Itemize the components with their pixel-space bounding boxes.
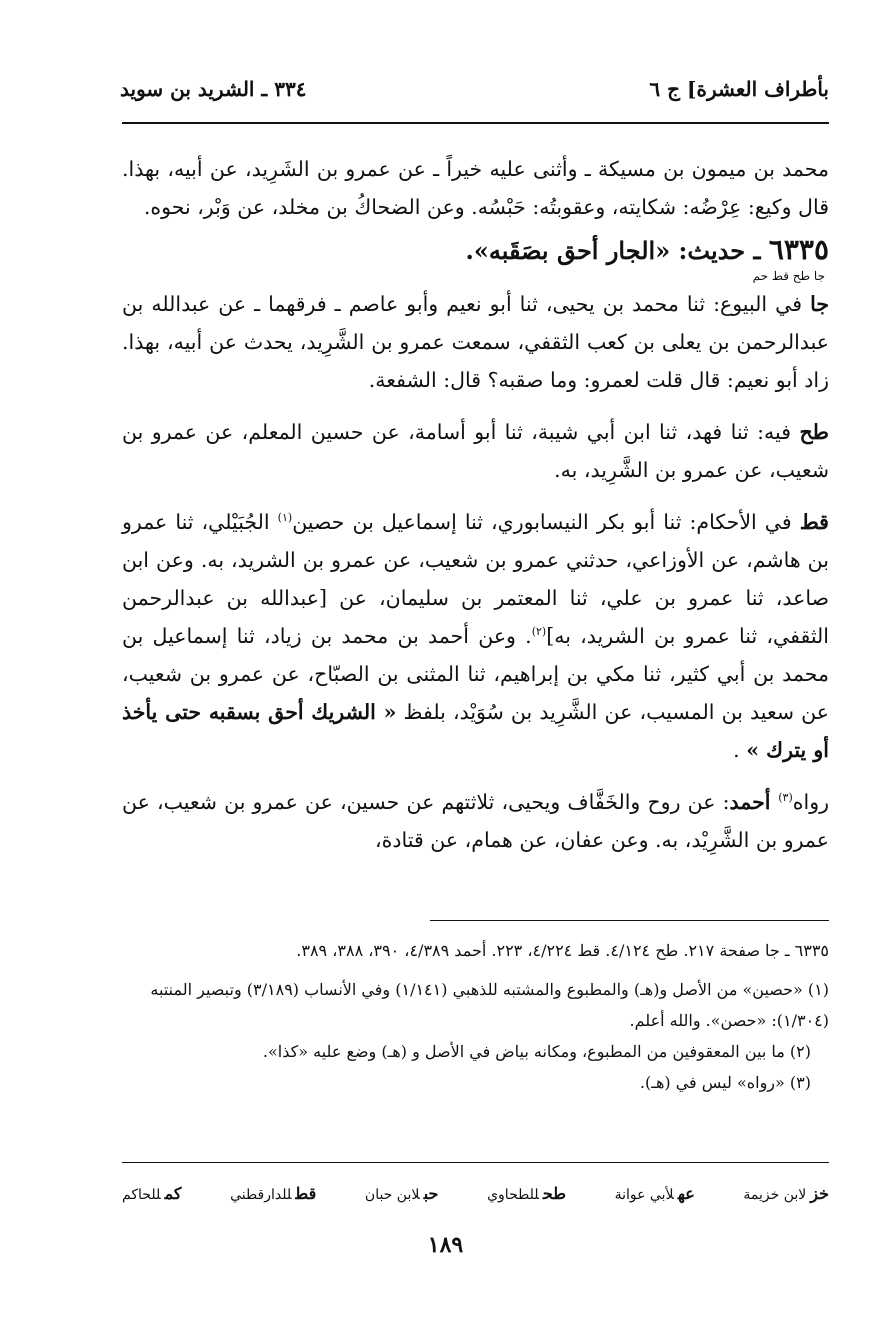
paragraph-ahmad xyxy=(122,783,829,859)
abbreviation-item: خزلابن خزيمة xyxy=(743,1184,829,1203)
hadith-number: ٦٣٣٥ xyxy=(768,233,829,266)
paragraph-qat-text-a: في الأحكام: ثنا أبو بكر النيسابوري، ثنا إسماعيل بن حصين xyxy=(292,510,800,534)
paragraph-ahmad-prefix: رواه xyxy=(792,790,830,814)
header-book-title: بأطراف العشرة] ج ٦ xyxy=(649,77,829,101)
footnote-ref-2: (٢) xyxy=(531,625,547,639)
source-code-ja: جا xyxy=(810,292,829,316)
paragraph-tah-text: فيه: ثنا فهد، ثنا ابن أبي شيبة، ثنا أبو أسامة، عن حسين المعلم، عن عمرو بن شعيب، عن عمرو بن الشَّرِيد، به. xyxy=(122,420,829,482)
footnote-1: (١) «حصين» من الأصل و(هـ) والمطبوع والمشتبه للذهبي (١/١٤١) وفي الأنساب (٣/١٨٩) وتبصير المنتبه (١/٣٠٤): «حصن». والله أعلم. xyxy=(150,980,829,1030)
hadith-heading xyxy=(122,232,829,269)
footnotes xyxy=(122,935,829,1098)
footnote-ref-1: (١) xyxy=(277,511,293,525)
paragraph-qat xyxy=(122,503,829,769)
footnote-3: (٣) «رواه» ليس في (هـ). xyxy=(639,1073,811,1092)
footnote-references: ٦٣٣٥ ـ جا صفحة ٢١٧. طح ٤/١٢٤. قط ٤/٢٢٤، ٢٢٣. أحمد ٤/٣٨٩، ٣٩٠، ٣٨٨، ٣٨٩. xyxy=(296,941,829,960)
abbreviation-item: حبلابن حبان xyxy=(364,1184,439,1203)
paragraph-tah xyxy=(122,413,829,489)
source-code-ahmad: أحمد xyxy=(729,790,779,814)
footnote-ref-3: (٣) xyxy=(778,791,793,805)
hadith-wording: « الشريك أحق بسقبه حتى يأخذ أو يترك » xyxy=(122,700,829,762)
paragraph-qat-text-c: . وعن أحمد بن محمد بن زياد، ثنا إسماعيل بن محمد بن أبي كثير، ثنا مكي بن إبراهيم، ثنا المثنى بن الصبّاح، عن عمرو بن شعيب، عن سعيد بن المسيب، عن الشَّرِيد بن سُوَيْد، بلفظ xyxy=(122,624,829,724)
abbreviation-item: كمللحاكم xyxy=(122,1184,182,1203)
paragraph-qat-text-b: الجُبَيْلي، ثنا عمرو بن هاشم، عن الأوزاعي، حدثني عمرو بن شعيب، عن عمرو بن الشريد، به. وعن ابن صاعد، ثنا عمرو بن علي، ثنا المعتمر بن سليمان، عن [عبدالله بن عبدالرحمن الثقفي، ثنا عمرو بن الشريد، به] xyxy=(122,510,829,648)
abbreviation-item: عهلأبي عوانة xyxy=(614,1184,695,1203)
header-divider xyxy=(122,122,829,124)
footnote-2: (٢) ما بين المعقوفين من المطبوع، ومكانه بياض في الأصل و (هـ) وضع عليه «كذا». xyxy=(262,1042,811,1061)
running-header xyxy=(120,70,829,108)
abbreviations-divider xyxy=(122,1162,829,1163)
footnote-divider xyxy=(430,920,829,921)
abbreviation-item: طحللطحاوي xyxy=(487,1184,566,1203)
abbreviations-key xyxy=(122,1180,829,1209)
header-section-title: ٣٣٤ ـ الشريد بن سويد xyxy=(120,77,307,101)
paragraph-ahmad-text: : عن روح والخَفَّاف ويحيى، ثلاثتهم عن حسين، عن عمرو بن شعيب، عن عمرو بن الشَّرِيْد، به. وعن عفان، عن همام، عن قتادة، xyxy=(122,790,829,852)
hadith-title: ـ حديث: «الجار أحق بصَقَبه». xyxy=(465,236,769,265)
main-text xyxy=(122,150,829,859)
paragraph-ja xyxy=(122,285,829,399)
source-code-tah: طح xyxy=(799,420,829,444)
page-number: ١٨٩ xyxy=(427,1232,464,1258)
paragraph-ja-text: في البيوع: ثنا محمد بن يحيى، ثنا أبو نعيم وأبو عاصم ـ فرقهما ـ عن عبدالله بن عبدالرحمن بن يعلى بن كعب الثقفي، سمعت عمرو بن الشَّرِيد، يحدث عن أبيه، بهذا. زاد أبو نعيم: قال قلت لعمرو: وما صقبه؟ قال: الشفعة. xyxy=(122,292,829,392)
source-code-qat: قط xyxy=(799,510,829,534)
abbreviation-item: قطللدارقطني xyxy=(230,1184,317,1203)
paragraph-qat-end: . xyxy=(733,738,747,762)
source-sigla: جا طح قط حم xyxy=(752,269,825,283)
paragraph-continuation: محمد بن ميمون بن مسيكة ـ وأثنى عليه خيراً ـ عن عمرو بن الشَرِيد، عن أبيه، بهذا. قال وكيع: عِرْضُه: شكايته، وعقوبتُه: حَبْسُه. وعن الضحاكُ بن مخلد، عن وَبْر، نحوه. xyxy=(122,157,829,219)
